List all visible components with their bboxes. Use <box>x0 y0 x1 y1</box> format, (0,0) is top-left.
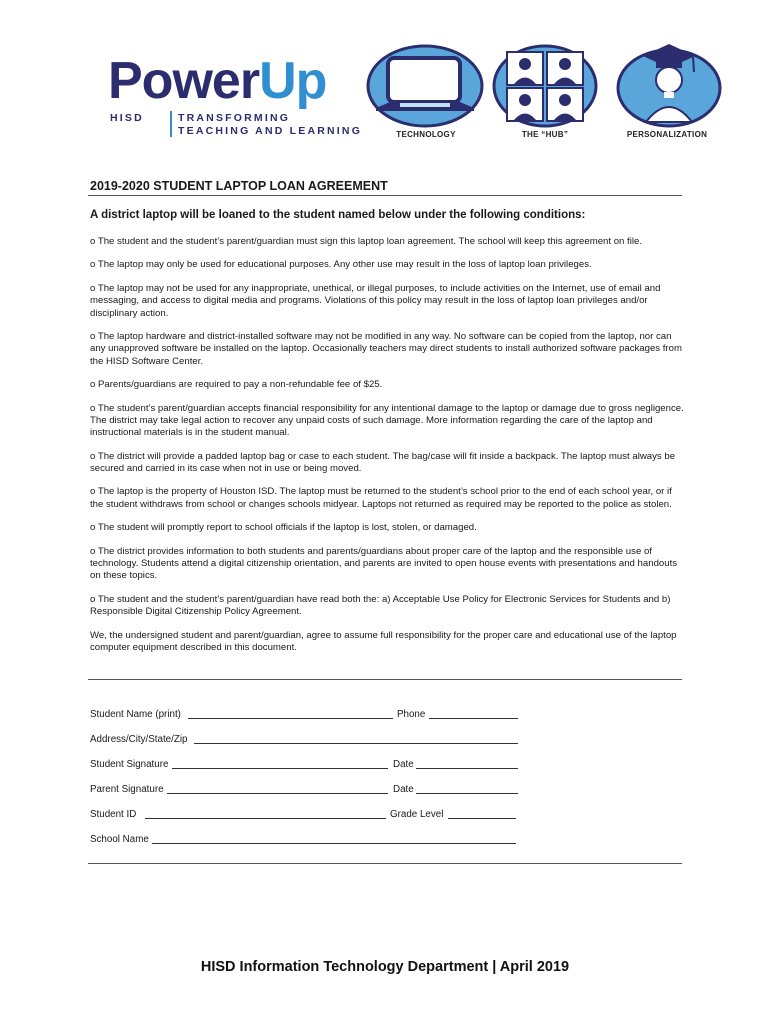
address-field[interactable] <box>194 743 518 744</box>
page-footer: HISD Information Technology Department | April 2019 <box>200 959 570 975</box>
condition-item: o The laptop may only be used for educational purposes. Any other use may result in the loss of laptop loan privileges. <box>90 259 592 271</box>
logo-org: HISD <box>110 112 144 124</box>
student-signature-field[interactable] <box>172 768 388 769</box>
parent-date-field[interactable] <box>416 793 518 794</box>
phone-field[interactable] <box>429 718 518 719</box>
people-grid-icon <box>492 44 598 128</box>
panel-caption-personalization: PERSONALIZATION <box>626 130 708 139</box>
logo-word-power: Power <box>108 52 260 110</box>
student-date-label: Date <box>393 759 414 770</box>
condition-item: o The student and the student’s parent/guardian have read both the: a) Acceptable Use Policy for Electronic Services for Students and b) Responsible Digital Citizenship Policy Agreement. <box>90 593 671 618</box>
condition-item: o The laptop may not be used for any inappropriate, unethical, or illegal purposes, to include activities on the Internet, use of email and messaging, and access to digital media and programs. Violations of this policy may result in the loss of laptop loan privileges and/or disciplinary action. <box>90 282 661 319</box>
condition-item: o The student’s parent/guardian accepts financial responsibility for any intentional damage to the laptop or damage due to gross negligence. The district may take legal action to recover any unpaid costs of such damage. More information regarding the care of the laptop and instructional materials is in the student manual. <box>90 402 684 439</box>
condition-item: o The district will provide a padded laptop bag or case to each student. The bag/case will fit inside a backpack. The laptop must always be secured and carried in its case when not in use or being moved. <box>90 450 676 474</box>
title-divider <box>88 195 682 196</box>
school-name-row <box>90 834 520 859</box>
student-name-row <box>90 709 520 734</box>
form-top-divider <box>88 679 682 680</box>
parent-signature-field[interactable] <box>167 793 388 794</box>
condition-item: o The student will promptly report to school officials if the laptop is lost, stolen, or damaged. <box>90 522 477 534</box>
school-name-field[interactable] <box>152 843 516 844</box>
signature-form <box>90 709 520 859</box>
panel-caption-technology: TECHNOLOGY <box>396 130 456 139</box>
document-title: 2019-2020 STUDENT LAPTOP LOAN AGREEMENT <box>90 179 388 193</box>
condition-item: o The student and the student’s parent/guardian must sign this laptop loan agreement. The school will keep this agreement on file. <box>90 236 642 247</box>
phone-label: Phone <box>397 709 426 720</box>
condition-item: o The laptop hardware and district-installed software may not be modified in any way. No software can be copied from the laptop, nor can any unapproved software be installed on the laptop. Occasionally teachers may direct students to install authorized software packages from the HISD Software Center. <box>90 331 682 367</box>
logo-tagline-2: TEACHING AND LEARNING <box>178 125 363 137</box>
laptop-icon <box>366 44 484 128</box>
document-subtitle: A district laptop will be loaned to the student named below under the following conditions: <box>90 209 586 221</box>
student-date-field[interactable] <box>416 768 518 769</box>
powerup-logo <box>108 52 363 137</box>
grade-level-label: Grade Level <box>390 809 444 820</box>
grade-level-field[interactable] <box>448 818 516 819</box>
student-id-row <box>90 809 520 834</box>
condition-item: o The district provides information to both students and parents/guardians about proper care of the laptop and the responsible use of technology. Students attend a digital citizenship orientation, and parents are invited to open house events with presentations and handouts on these topics. <box>90 545 678 582</box>
school-name-label: School Name <box>90 834 149 845</box>
condition-item: o Parents/guardians are required to pay a non-refundable fee of $25. <box>90 379 383 391</box>
graduate-icon <box>616 40 722 128</box>
form-bottom-divider <box>88 863 682 864</box>
student-signature-row <box>90 759 520 784</box>
panel-caption-hub: THE “HUB” <box>521 130 569 139</box>
address-row <box>90 734 520 759</box>
logo-divider <box>170 111 172 137</box>
parent-date-label: Date <box>393 784 414 795</box>
condition-item: o The laptop is the property of Houston ISD. The laptop must be returned to the student’s school prior to the end of each school year, or if the student withdraws from school or changes schools midyear. Laptops not returned as required may be reported to the police as stolen. <box>90 486 672 510</box>
address-label: Address/City/State/Zip <box>90 734 188 745</box>
student-id-field[interactable] <box>145 818 386 819</box>
agreement-statement: We, the undersigned student and parent/guardian, agree to assume full responsibility for the proper care and educational use of the laptop computer equipment described in this document. <box>90 629 677 653</box>
conditions-list <box>90 236 684 665</box>
logo-tagline-1: TRANSFORMING <box>178 112 291 124</box>
student-signature-label: Student Signature <box>90 759 169 770</box>
student-id-label: Student ID <box>90 809 137 820</box>
logo-word-up: Up <box>259 52 327 110</box>
parent-signature-row <box>90 784 520 809</box>
student-name-field[interactable] <box>188 718 393 719</box>
parent-signature-label: Parent Signature <box>90 784 164 795</box>
page-header <box>0 0 770 160</box>
student-name-label: Student Name (print) <box>90 709 181 720</box>
